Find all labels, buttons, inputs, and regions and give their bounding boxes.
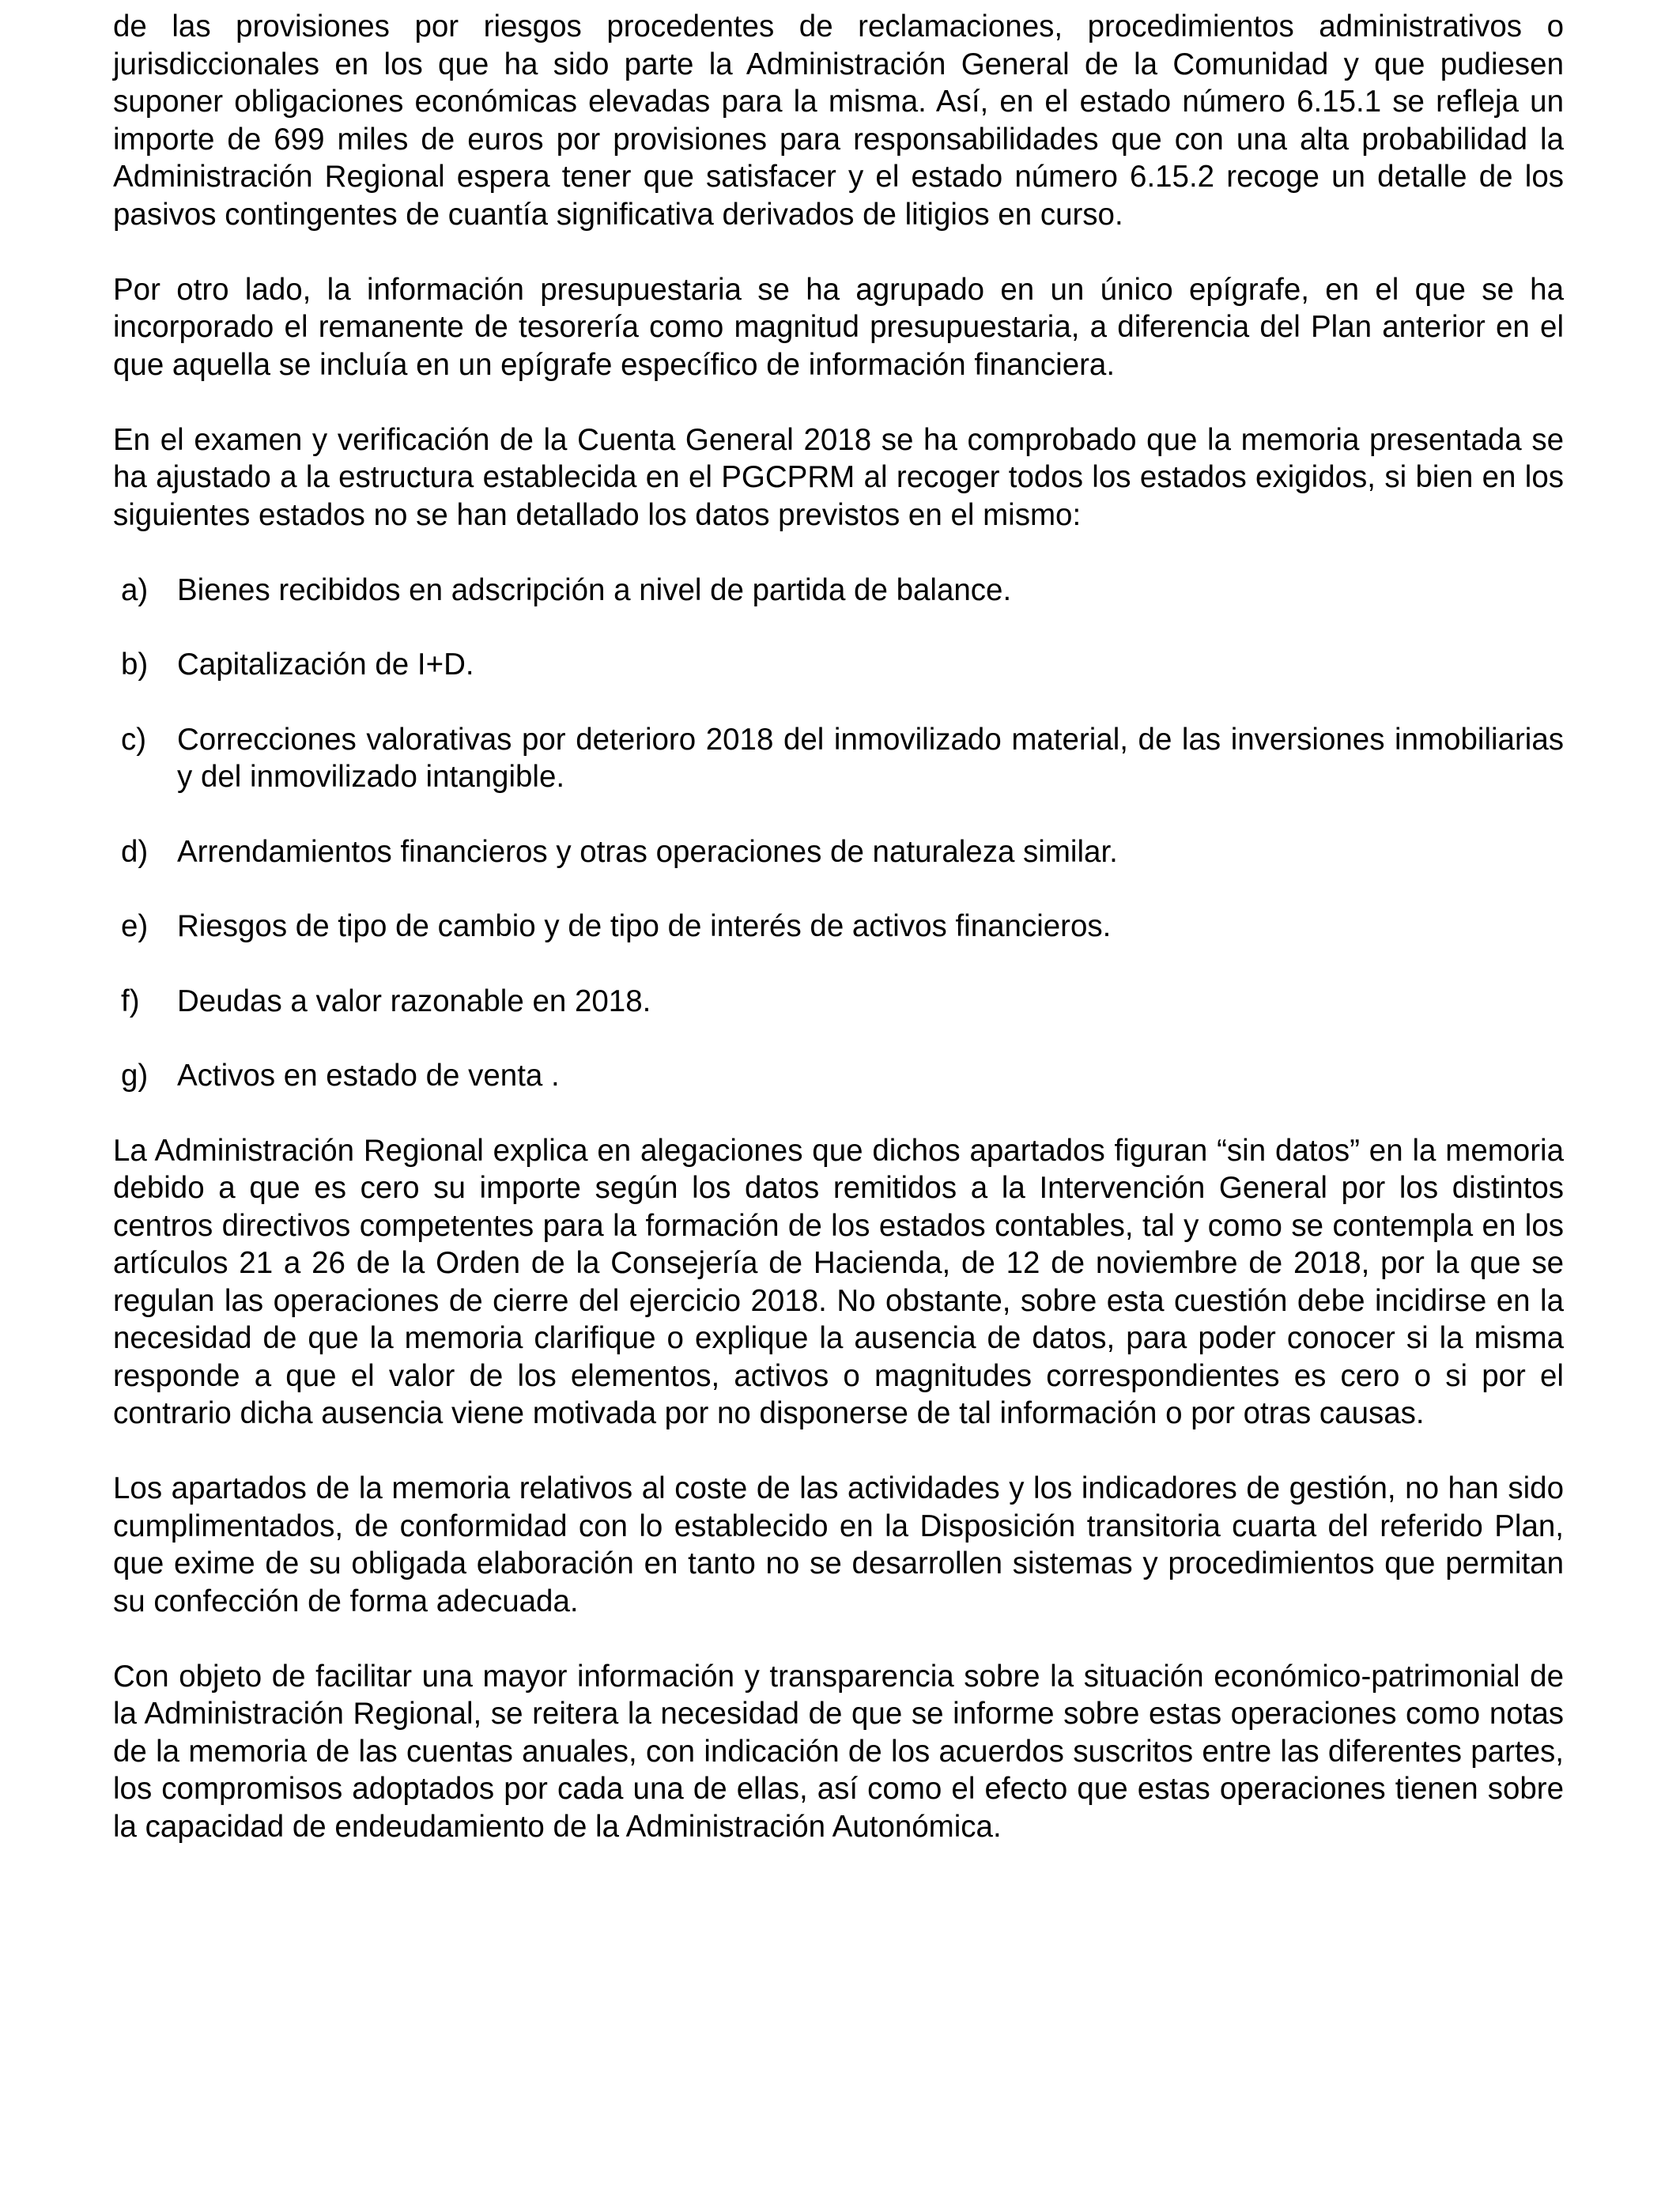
list-item-text: Capitalización de I+D.	[177, 648, 474, 682]
list-item	[113, 646, 1564, 684]
list-item	[113, 721, 1564, 796]
list-item-text: Deudas a valor razonable en 2018.	[177, 984, 651, 1018]
paragraph-cost-indicators: Los apartados de la memoria relativos al coste de las actividades y los indicadores de gestión, no han sido cumplimentados, de conformidad con lo establecido en la Disposición transitoria cuarta del referido Plan, que exime de su obligada elaboración en tanto no se desarrollen sistemas y procedimientos que permitan su confección de forma adecuada.	[113, 1471, 1564, 1618]
list-item	[113, 983, 1564, 1021]
list-marker: f)	[121, 984, 140, 1018]
paragraph-transparency: Con objeto de facilitar una mayor información y transparencia sobre la situación económico-patrimonial de la Administración Regional, se reitera la necesidad de que se informe sobre estas operaciones como notas de la memoria de las cuentas anuales, con indicación de los acuerdos suscritos entre las diferentes partes, los compromisos adoptados por cada una de ellas, así como el efecto que estas operaciones tienen sobre la capacidad de endeudamiento de la Administración Autonómica.	[113, 1659, 1564, 1844]
paragraph-budget-information: Por otro lado, la información presupuestaria se ha agrupado en un único epígrafe, en el que se ha incorporado el remanente de tesorería como magnitud presupuestaria, a diferencia del Plan anterior en el que aquella se incluía en un epígrafe específico de información financiera.	[113, 272, 1564, 382]
list-marker: g)	[121, 1059, 149, 1093]
list-item-text: Bienes recibidos en adscripción a nivel de partida de balance.	[177, 572, 1012, 607]
list-marker: b)	[121, 648, 149, 682]
list-item	[113, 833, 1564, 871]
list-item	[113, 1057, 1564, 1095]
list-item-text: Correcciones valorativas por deterioro 2018 del inmovilizado material, de las inversiones inmobiliarias y del inmovilizado intangible.	[177, 722, 1564, 794]
list-item-text: Activos en estado de venta .	[177, 1059, 560, 1093]
list-item	[113, 908, 1564, 946]
list-item	[113, 572, 1564, 610]
paragraph-examination: En el examen y verificación de la Cuenta General 2018 se ha comprobado que la memoria presentada se ha ajustado a la estructura establecida en el PGCPRM al recoger todos los estados exigidos, si bien en los siguientes estados no se han detallado los datos previstos en el mismo:	[113, 422, 1564, 532]
list-marker: c)	[121, 722, 147, 757]
document-page	[113, 8, 1564, 1883]
missing-data-list	[113, 572, 1564, 1095]
list-marker: d)	[121, 834, 149, 869]
list-marker: a)	[121, 572, 149, 607]
list-item-text: Riesgos de tipo de cambio y de tipo de interés de activos financieros.	[177, 909, 1112, 943]
paragraph-provisions: de las provisiones por riesgos procedentes de reclamaciones, procedimientos administrativos o jurisdiccionales en los que ha sido parte la Administración General de la Comunidad y que pudiesen suponer obligaciones económicas elevadas para la misma. Así, en el estado número 6.15.1 se refleja un importe de 699 miles de euros por provisiones para responsabilidades que con una alta probabilidad la Administración Regional espera tener que satisfacer y el estado número 6.15.2 recoge un detalle de los pasivos contingentes de cuantía significativa derivados de litigios en curso.	[113, 9, 1564, 232]
list-marker: e)	[121, 909, 149, 943]
paragraph-allegations: La Administración Regional explica en alegaciones que dichos apartados figuran “sin datos” en la memoria debido a que es cero su importe según los datos remitidos a la Intervención General por los distintos centros directivos competentes para la formación de los estados contables, tal y como se contempla en los artículos 21 a 26 de la Orden de la Consejería de Hacienda, de 12 de noviembre de 2018, por la que se regulan las operaciones de cierre del ejercicio 2018. No obstante, sobre esta cuestión debe incidirse en la necesidad de que la memoria clarifique o explique la ausencia de datos, para poder conocer si la misma responde a que el valor de los elementos, activos o magnitudes correspondientes es cero o si por el contrario dicha ausencia viene motivada por no disponerse de tal información o por otras causas.	[113, 1133, 1564, 1430]
list-item-text: Arrendamientos financieros y otras operaciones de naturaleza similar.	[177, 834, 1118, 869]
